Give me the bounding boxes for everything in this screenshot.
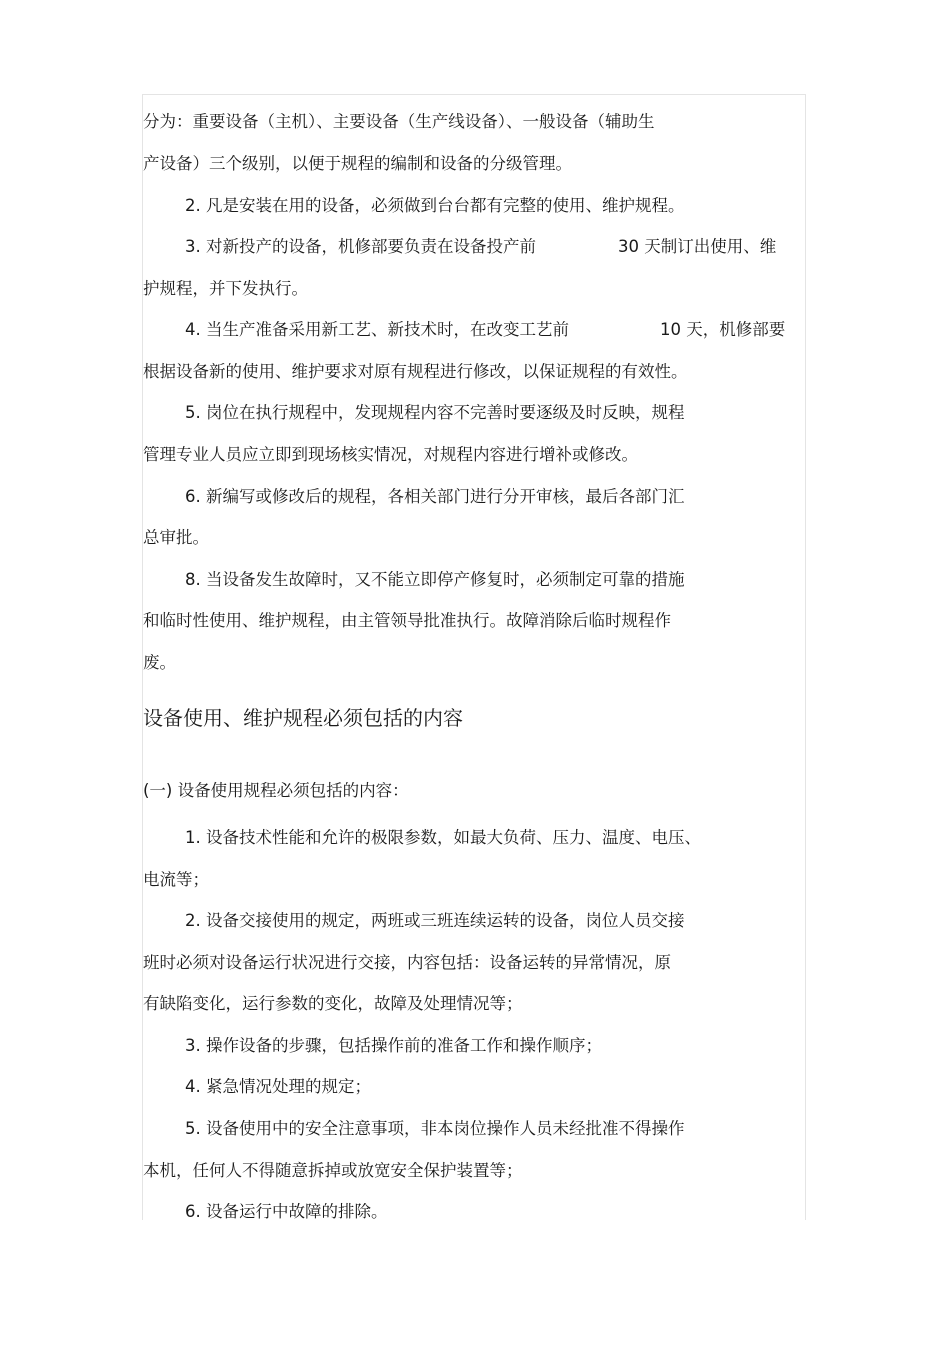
text-line: 分为：重要设备（主机）、主要设备（生产线设备）、一般设备（辅助生	[143, 112, 655, 131]
text-line: 和临时性使用、维护规程，由主管领导批准执行。故障消除后临时规程作	[143, 611, 671, 630]
text-line: 6. 新编写或修改后的规程，各相关部门进行分开审核，最后各部门汇	[185, 487, 685, 506]
text-line: 产设备）三个级别，以便于规程的编制和设备的分级管理。	[143, 154, 572, 173]
section-heading: 设备使用、维护规程必须包括的内容	[143, 706, 463, 730]
text-line: 5. 岗位在执行规程中，发现规程内容不完善时要逐级及时反映，规程	[185, 403, 685, 422]
subsection-heading: (一) 设备使用规程必须包括的内容：	[143, 781, 409, 800]
text-line: 3. 对新投产的设备，机修部要负责在设备投产前	[185, 237, 536, 256]
list-item: 1. 设备技术性能和允许的极限参数，如最大负荷、压力、温度、电压、	[185, 828, 701, 847]
list-item: 班时必须对设备运行状况进行交接，内容包括：设备运转的异常情况，原	[143, 953, 671, 972]
list-item: 6. 设备运行中故障的排除。	[185, 1202, 388, 1221]
text-line: 根据设备新的使用、维护要求对原有规程进行修改，以保证规程的有效性。	[143, 362, 688, 381]
text-line: 废。	[143, 653, 176, 672]
list-item: 3. 操作设备的步骤，包括操作前的准备工作和操作顺序；	[185, 1036, 602, 1055]
list-item: 5. 设备使用中的安全注意事项，非本岗位操作人员未经批准不得操作	[185, 1119, 685, 1138]
text-line: 4. 当生产准备采用新工艺、新技术时，在改变工艺前	[185, 320, 569, 339]
list-item: 本机，任何人不得随意拆掉或放宽安全保护装置等；	[143, 1161, 523, 1180]
text-line: 护规程，并下发执行。	[143, 279, 308, 298]
list-item: 2. 设备交接使用的规定，两班或三班连续运转的设备，岗位人员交接	[185, 911, 685, 930]
text-line: 8. 当设备发生故障时，又不能立即停产修复时，必须制定可靠的措施	[185, 570, 685, 589]
text-line: 管理专业人员应立即到现场核实情况，对规程内容进行增补或修改。	[143, 445, 638, 464]
text-line: 2. 凡是安装在用的设备，必须做到台台都有完整的使用、维护规程。	[185, 196, 685, 215]
text-line: 总审批。	[143, 528, 209, 547]
list-item: 4. 紧急情况处理的规定；	[185, 1077, 371, 1096]
text-line: 10 天，机修部要	[660, 320, 786, 339]
text-line: 30 天制订出使用、维	[618, 237, 777, 256]
list-item: 有缺陷变化，运行参数的变化，故障及处理情况等；	[143, 994, 523, 1013]
list-item: 电流等；	[143, 870, 209, 889]
